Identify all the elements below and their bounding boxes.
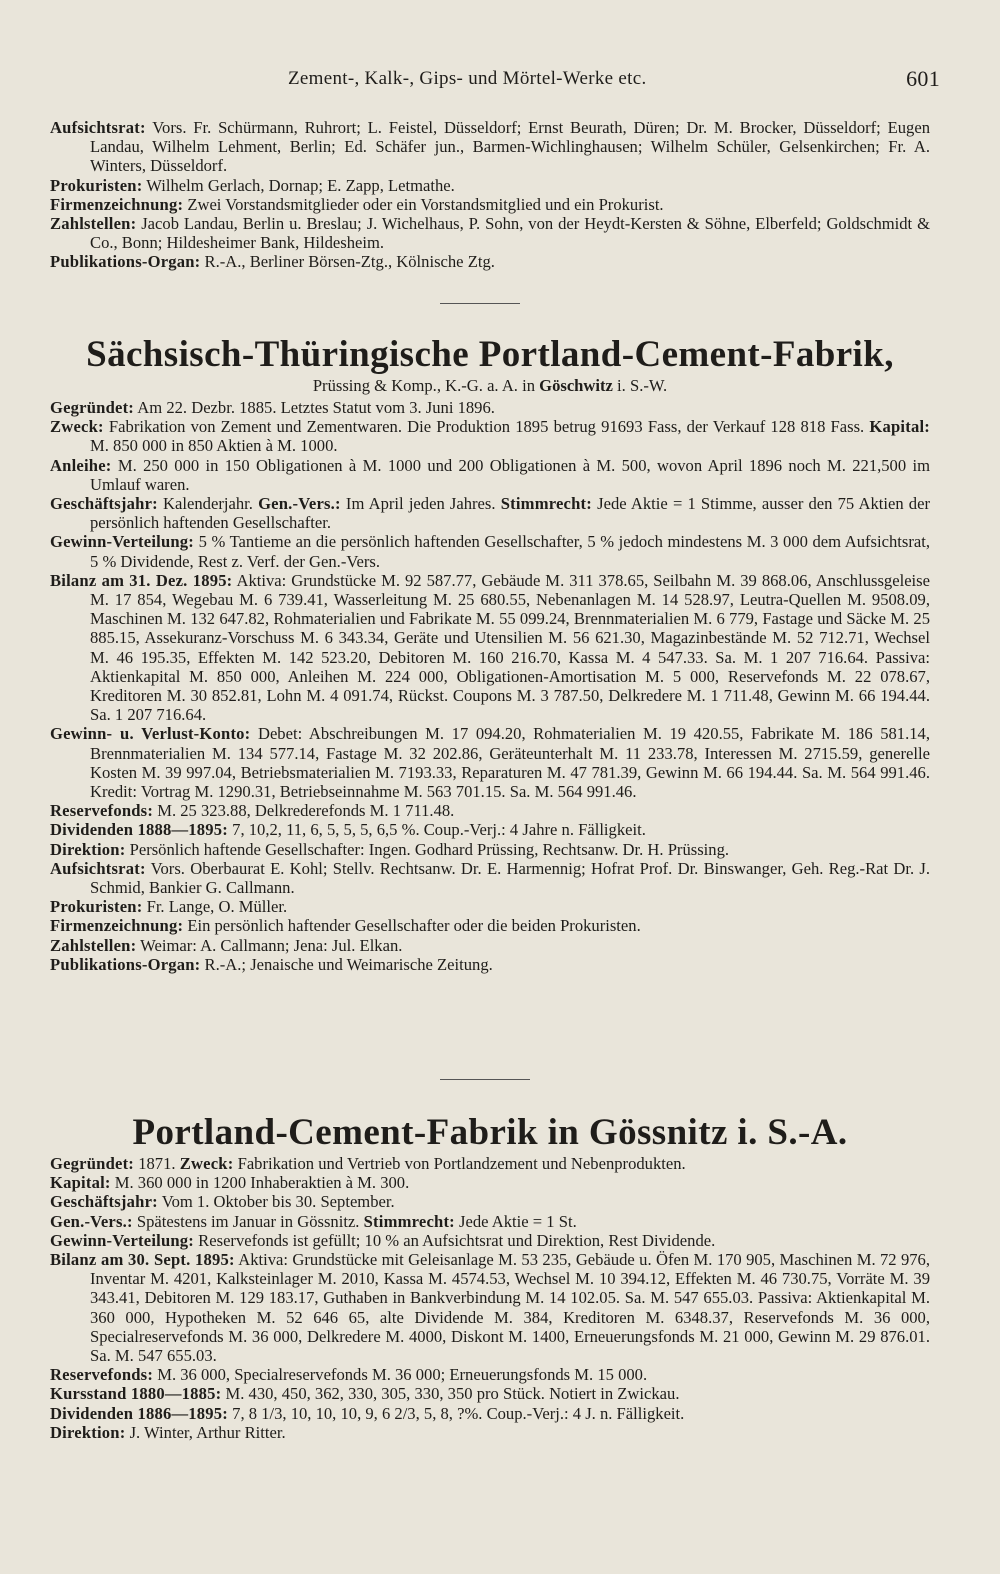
entry-reservefonds: Reservefonds: M. 36 000, Specialreservefonds M. 36 000; Erneuerungsfonds M. 15 000. [50,1365,648,1385]
entry-prokuristen: Prokuristen: Wilhelm Gerlach, Dornap; E. Zapp, Letmathe. [50,175,455,195]
entry-kursstand: Kursstand 1880—1885: M. 430, 450, 362, 330, 305, 330, 350 pro Stück. Notiert in Zwickau. [50,1384,680,1404]
entry-gegruendet: Gegründet: 1871. Zweck: Fabrikation und Vertrieb von Portlandzement und Nebenprodukten. [50,1154,686,1173]
entry-aufsichtsrat: Aufsichtsrat: Vors. Oberbaurat E. Kohl; Stellv. Rechtsanw. Dr. E. Harmennig; Hofrat Prof. Dr. Binswanger, Geh. Reg.-Rat Dr. J. Schmid, Bankier G. Callmann. [50,858,930,898]
entry-anleihe: Anleihe: M. 250 000 in 150 Obligationen à M. 1000 und 200 Obligationen à M. 500, wovon April 1896 noch M. 221,500 im Umlauf waren. [50,455,930,494]
section-title: Portland-Cement-Fabrik in Gössnitz i. S.-A. [132,1112,848,1153]
entry-gewinn-verteilung: Gewinn-Verteilung: 5 % Tantieme an die persönlich haftenden Gesellschafter, 5 % jedoch mindestens M. 3 000 dem Aufsichtsrat, 5 % Dividende, Rest z. Verf. der Gen.-Vers. [50,532,930,571]
entry-gen-vers: Gen.-Vers.: Spätestens im Januar in Gössnitz. Stimmrecht: Jede Aktie = 1 St. [50,1211,577,1231]
entry-dividenden: Dividenden 1888—1895: 7, 10,2, 11, 6, 5, 5, 5, 6,5 %. Coup.-Verj.: 4 Jahre n. Fälligkeit. [50,820,646,840]
previous-company-continuation [50,118,930,272]
section-goeschwitz [50,334,930,974]
entry-firmenzeichnung: Firmenzeichnung: Zwei Vorstandsmitglieder oder ein Vorstandsmitglied und ein Prokurist. [50,194,664,214]
running-title: Zement-, Kalk-, Gips- und Mörtel-Werke etc. [288,68,647,89]
section-divider [440,303,520,304]
entry-direktion: Direktion: J. Winter, Arthur Ritter. [50,1422,286,1442]
entry-gegruendet: Gegründet: Am 22. Dezbr. 1885. Letztes Statut vom 3. Juni 1896. [50,398,495,417]
entry-zweck: Zweck: Fabrikation von Zement und Zementwaren. Die Produktion 1895 betrug 91693 Fass, der Verkauf 128 818 Fass. Kapital: M. 850 000 in 850 Aktien à M. 1000. [50,417,930,456]
section-title: Sächsisch-Thüringische Portland-Cement-Fabrik, [86,334,894,375]
entry-kapital: Kapital: M. 360 000 in 1200 Inhaberaktien à M. 300. [50,1173,410,1193]
entry-reservefonds: Reservefonds: M. 25 323.88, Delkrederefonds M. 1 711.48. [50,801,455,821]
entry-bilanz: Bilanz am 31. Dez. 1895: Aktiva: Grundstücke M. 92 587.77, Gebäude M. 311 378.65, Seilbahn M. 39 868.06, Anschlussgeleise M. 17 854, Wegebau M. 6 739.41, Wasserleitung M. 25 680.55, Nebenanlagen M. 14 528.97, Leutra-Quellen M. 9508.09, Maschinen M. 132 647.82, Rohmaterialien und Fabrikate M. 55 099.24, Brennmaterialien M. 6 779, Fastage und Säcke M. 25 885.15, Assekuranz-Vorschuss M. 6 343.34, Geräte und Utensilien M. 56 621.30, Magazinbestände M. 52 712.71, Wechsel M. 46 195.35, Effekten M. 142 523.20, Debitoren M. 160 216.70, Kassa M. 4 547.33. Sa. M. 1 207 716.64. Passiva: Aktienkapital M. 850 000, Anleihen M. 224 000, Obligationen-Amortisation M. 5 000, Reservefonds M. 22 078.67, Kreditoren M. 30 852.81, Lohn M. 4 091.74, Rückst. Coupons M. 3 787.50, Delkredere M. 1 711.48, Gewinn M. 66 194.44. Sa. 1 207 716.64. [50,570,930,725]
entry-gewinn-verteilung: Gewinn-Verteilung: Reservefonds ist gefüllt; 10 % an Aufsichtsrat und Direktion, Rest Dividende. [50,1230,716,1250]
section-subtitle: Prüssing & Komp., K.-G. a. A. in Göschwitz i. S.-W. [312,376,668,395]
entry-gewinn-verlust: Gewinn- u. Verlust-Konto: Debet: Abschreibungen M. 17 094.20, Rohmaterialien M. 19 420.55, Fabrikate M. 186 581.14, Brennmaterialien M. 134 577.14, Fastage M. 32 202.86, Geräteunterhalt M. 11 233.78, Interessen M. 2715.59, generelle Kosten M. 39 997.04, Betriebsmaterialien M. 7193.33, Reparaturen M. 47 781.39, Gewinn M. 66 194.44. Sa. M. 564 991.46. Kredit: Vortrag M. 1290.31, Betriebseinnahme M. 563 701.15. Sa. M. 564 991.46. [50,724,930,802]
entry-zahlstellen: Zahlstellen: Jacob Landau, Berlin u. Breslau; J. Wichelhaus, P. Sohn, von der Heydt-Kersten & Söhne, Elberfeld; Goldschmidt & Co., Bonn; Hildesheimer Bank, Hildesheim. [50,214,930,253]
section-divider [440,1079,530,1080]
entry-aufsichtsrat: Aufsichtsrat: Vors. Fr. Schürmann, Ruhrort; L. Feistel, Düsseldorf; Ernst Beurath, Düren; Dr. M. Brocker, Düsseldorf; Eugen Landau, Wilhelm Lehment, Berlin; Ed. Schäfer jun., Barmen-Wichlinghausen; Wilhelm Schüler, Gelsenkirchen; Fr. A. Winters, Düsseldorf. [50,118,930,176]
page-number: 601 [906,66,940,91]
entry-geschaeftsjahr: Geschäftsjahr: Vom 1. Oktober bis 30. September. [50,1192,395,1212]
entry-dividenden: Dividenden 1886—1895: 7, 8 1/3, 10, 10, 10, 9, 6 2/3, 5, 8, ?%. Coup.-Verj.: 4 J. n. Fälligkeit. [50,1403,685,1423]
entry-prokuristen: Prokuristen: Fr. Lange, O. Müller. [50,897,288,917]
entry-bilanz: Bilanz am 30. Sept. 1895: Aktiva: Grundstücke mit Geleisanlage M. 53 235, Gebäude u. Öfen M. 170 905, Maschinen M. 72 976, Inventar M. 4201, Kalksteinlager M. 2010, Kassa M. 4574.53, Wechsel M. 10 394.12, Effekten M. 46 730.75, Vorräte M. 39 343.41, Debitoren M. 129 183.17, Guthaben in Bankverbindung M. 14 102.05. Sa. M. 547 655.03. Passiva: Aktienkapital M. 360 000, Hypotheken M. 52 646 65, alte Dividende M. 384, Kreditoren M. 6348.37, Reservefonds M. 36 000, Specialreservefonds M. 36 000, Delkredere M. 4000, Diskont M. 1400, Erneuerungsfonds M. 21 000, Gewinn M. 29 876.01. Sa. M. 547 655.03. [50,1250,930,1366]
section-goessnitz [50,1112,930,1442]
entry-publikations-organ: Publikations-Organ: R.-A.; Jenaische und Weimarische Zeitung. [50,954,493,974]
entry-publikations-organ: Publikations-Organ: R.-A., Berliner Börsen-Ztg., Kölnische Ztg. [50,252,495,272]
entry-zahlstellen: Zahlstellen: Weimar: A. Callmann; Jena: Jul. Elkan. [50,935,403,955]
entry-direktion: Direktion: Persönlich haftende Gesellschafter: Ingen. Godhard Prüssing, Rechtsanw. Dr. H. Prüssing. [50,839,730,859]
entry-firmenzeichnung: Firmenzeichnung: Ein persönlich haftender Gesellschafter oder die beiden Prokuristen. [50,916,641,936]
entry-geschaeftsjahr: Geschäftsjahr: Kalenderjahr. Gen.-Vers.: Im April jeden Jahres. Stimmrecht: Jede Aktie = 1 Stimme, ausser den 75 Aktien der persönlich haftenden Gesellschafter. [50,494,930,533]
